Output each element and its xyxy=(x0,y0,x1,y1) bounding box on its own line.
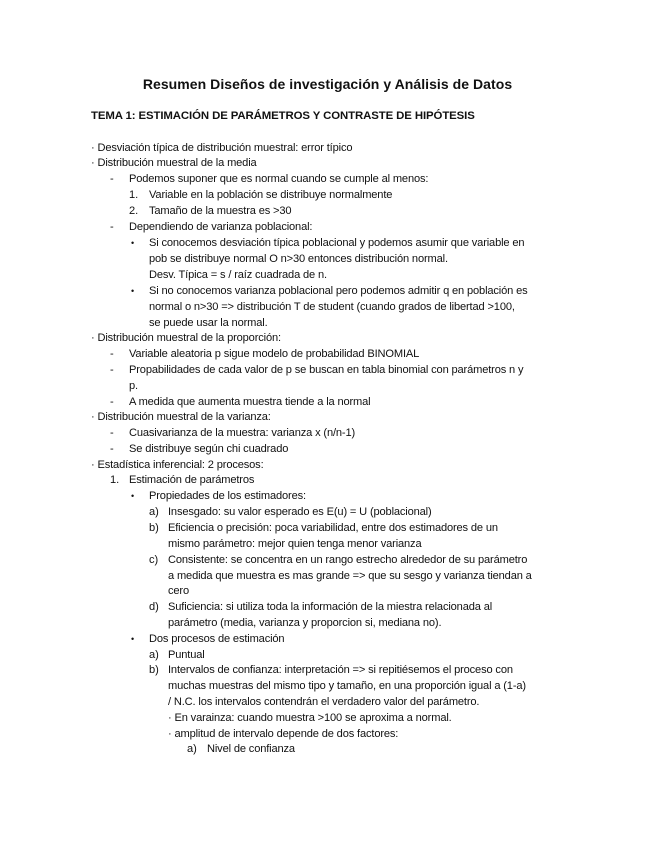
text-line: · Estadística inferencial: 2 procesos: xyxy=(91,459,264,471)
text-line: Puntual xyxy=(168,649,205,661)
bullet-marker: • xyxy=(131,634,135,644)
text-line: muchas muestras del mismo tipo y tamaño, en una proporción igual a (1-a) xyxy=(168,680,526,692)
bullet-marker: • xyxy=(131,491,135,501)
bullet-marker: • xyxy=(131,238,135,248)
letter-marker: a) xyxy=(187,743,197,755)
text-line: a medida que muestra es mas grande => que su sesgo y varianza tiendan a xyxy=(168,570,532,582)
text-line: · Distribución muestral de la varianza: xyxy=(91,411,271,423)
text-line: Propabilidades de cada valor de p se buscan en tabla binomial con parámetros n y xyxy=(129,364,524,376)
dash-marker: - xyxy=(110,348,114,360)
text-line: · En varainza: cuando muestra >100 se aproxima a normal. xyxy=(168,712,452,724)
number-marker: 1. xyxy=(110,474,120,486)
section-heading: TEMA 1: ESTIMACIÓN DE PARÁMETROS Y CONTRASTE DE HIPÓTESIS xyxy=(91,110,475,122)
text-line: Se distribuye según chi cuadrado xyxy=(129,443,289,455)
letter-marker: a) xyxy=(149,649,159,661)
text-line: · Distribución muestral de la proporción: xyxy=(91,332,281,344)
text-line: Variable aleatoria p sigue modelo de probabilidad BINOMIAL xyxy=(129,348,420,360)
text-line: Dependiendo de varianza poblacional: xyxy=(129,221,313,233)
text-line: Estimación de parámetros xyxy=(129,474,255,486)
text-line: Variable en la población se distribuye normalmente xyxy=(149,189,393,201)
text-line: Nivel de confianza xyxy=(207,743,295,755)
text-line: A medida que aumenta muestra tiende a la normal xyxy=(129,396,371,408)
text-line: · Distribución muestral de la media xyxy=(91,157,257,169)
text-line: Si no conocemos varianza poblacional pero podemos admitir q en población es xyxy=(149,285,528,297)
letter-marker: d) xyxy=(149,601,159,613)
text-line: mismo parámetro: mejor quien tenga menor varianza xyxy=(168,538,422,550)
letter-marker: a) xyxy=(149,506,159,518)
text-line: Si conocemos desviación típica poblacional y podemos asumir que variable en xyxy=(149,237,525,249)
text-line: Dos procesos de estimación xyxy=(149,633,285,645)
text-line: · Desviación típica de distribución muestral: error típico xyxy=(91,142,353,154)
document-title: Resumen Diseños de investigación y Análisis de Datos xyxy=(142,76,513,92)
dash-marker: - xyxy=(110,364,114,376)
text-line: Podemos suponer que es normal cuando se cumple al menos: xyxy=(129,173,429,185)
text-line: parámetro (media, varianza y proporcion si, mediana no). xyxy=(168,617,442,629)
text-line: pob se distribuye normal O n>30 entonces distribución normal. xyxy=(149,253,448,265)
letter-marker: c) xyxy=(149,554,159,566)
letter-marker: b) xyxy=(149,664,159,676)
text-line: p. xyxy=(129,380,138,392)
text-line: Insesgado: su valor esperado es E(u) = U (poblacional) xyxy=(168,506,432,518)
text-line: se puede usar la normal. xyxy=(149,317,268,329)
dash-marker: - xyxy=(110,427,114,439)
text-line: Propiedades de los estimadores: xyxy=(149,490,306,502)
text-line: / N.C. los intervalos contendrán el verdadero valor del parámetro. xyxy=(168,696,480,708)
text-line: Desv. Típica = s / raíz cuadrada de n. xyxy=(149,269,327,281)
text-line: Consistente: se concentra en un rango estrecho alrededor de su parámetro xyxy=(168,554,528,566)
dash-marker: - xyxy=(110,173,114,185)
number-marker: 1. xyxy=(129,189,139,201)
text-line: Tamaño de la muestra es >30 xyxy=(149,205,292,217)
dash-marker: - xyxy=(110,221,114,233)
text-line: Cuasivarianza de la muestra: varianza x (n/n-1) xyxy=(129,427,356,439)
text-line: normal o n>30 => distribución T de student (cuando grados de libertad >100, xyxy=(149,301,515,313)
text-line: · amplitud de intervalo depende de dos factores: xyxy=(168,728,399,740)
dash-marker: - xyxy=(110,443,114,455)
text-line: Eficiencia o precisión: poca variabilidad, entre dos estimadores de un xyxy=(168,522,498,534)
bullet-marker: • xyxy=(131,286,135,296)
letter-marker: b) xyxy=(149,522,159,534)
text-line: cero xyxy=(168,585,189,597)
text-line: Suficiencia: si utiliza toda la información de la miestra relacionada al xyxy=(168,601,493,613)
number-marker: 2. xyxy=(129,205,139,217)
dash-marker: - xyxy=(110,396,114,408)
text-line: Intervalos de confianza: interpretación => si repitiésemos el proceso con xyxy=(168,664,513,676)
